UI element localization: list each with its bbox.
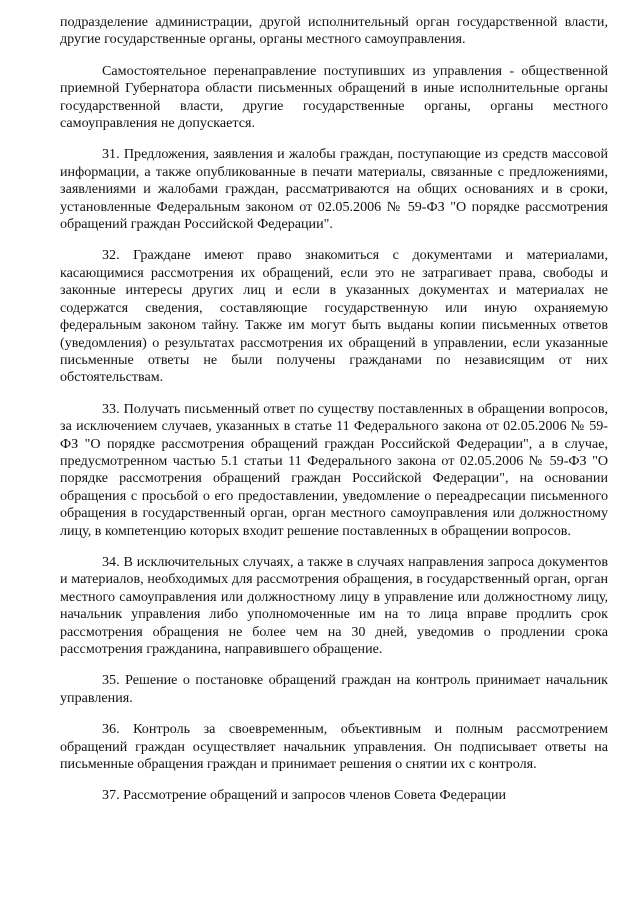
paragraph-37: 37. Рассмотрение обращений и запросов членов Совета Федерации [102,787,507,804]
paragraph-36: 36. Контроль за своевременным, объективным и полным рассмотрением обращений граждан осуществляет начальник управления. Он подписывает ответы на письменные обращения граждан и принимает решения о снятии их с контроля. [60,721,608,773]
paragraph-33: 33. Получать письменный ответ по существу поставленных в обращении вопросов, за исключением случаев, указанных в статье 11 Федерального закона от 02.05.2006 № 59-ФЗ "О порядке рассмотрения обращений граждан Российской Федерации", а в случае, предусмотренном частью 5.1 статьи 11 Федерального закона от 02.05.2006 № 59-ФЗ "О порядке рассмотрения обращений граждан Российской Федерации", на основании обращения с просьбой о его предоставлении, уведомление о переадресации письменного обращения в государственный орган, орган местного самоуправления или должностному лицу, в компетенцию которых входит решение поставленных в обращении вопросов. [60,400,608,539]
paragraph-continuation: подразделение администрации, другой исполнительный орган государственной власти, другие государственные органы, органы местного самоуправления. [60,14,608,48]
paragraph-redirect-ban: Самостоятельное перенаправление поступивших из управления - общественной приемной Губернатора области письменных обращений в иные исполнительные органы государственной власти, другие государственные органы, органы местного самоуправления не допускается. [60,62,608,132]
paragraph-34: 34. В исключительных случаях, а также в случаях направления запроса документов и материалов, необходимых для рассмотрения обращения, в государственный орган, орган местного самоуправления или должностному лицу в управление или должностному лицу, начальник управления либо уполномоченные им на то лица вправе продлить срок рассмотрения обращения не более чем на 30 дней, уведомив о продлении срока рассмотрения гражданина, направившего обращение. [60,553,608,657]
paragraph-35: 35. Решение о постановке обращений граждан на контроль принимает начальник управления. [60,672,608,706]
paragraph-31: 31. Предложения, заявления и жалобы граждан, поступающие из средств массовой информации, а также опубликованные в печати материалы, связанные с предложениями, заявлениями и жалобами граждан, рассматриваются на общих основаниях и в сроки, установленные Федеральным законом от 02.05.2006 № 59-ФЗ "О порядке рассмотрения обращений граждан Российской Федерации". [60,146,608,233]
paragraph-32: 32. Граждане имеют право знакомиться с документами и материалами, касающимися рассмотрения их обращений, если это не затрагивает права, свободы и законные интересы других лиц и если в указанных документах и материалах не содержатся сведения, составляющие государственную или иную охраняемую федеральным законом тайну. Также им могут быть выданы копии письменных ответов (уведомления) о результатах рассмотрения их обращений в управлении, если указанные письменные ответы не были получены гражданами по независящим от них обстоятельствам. [60,247,608,386]
document-page [60,14,608,805]
